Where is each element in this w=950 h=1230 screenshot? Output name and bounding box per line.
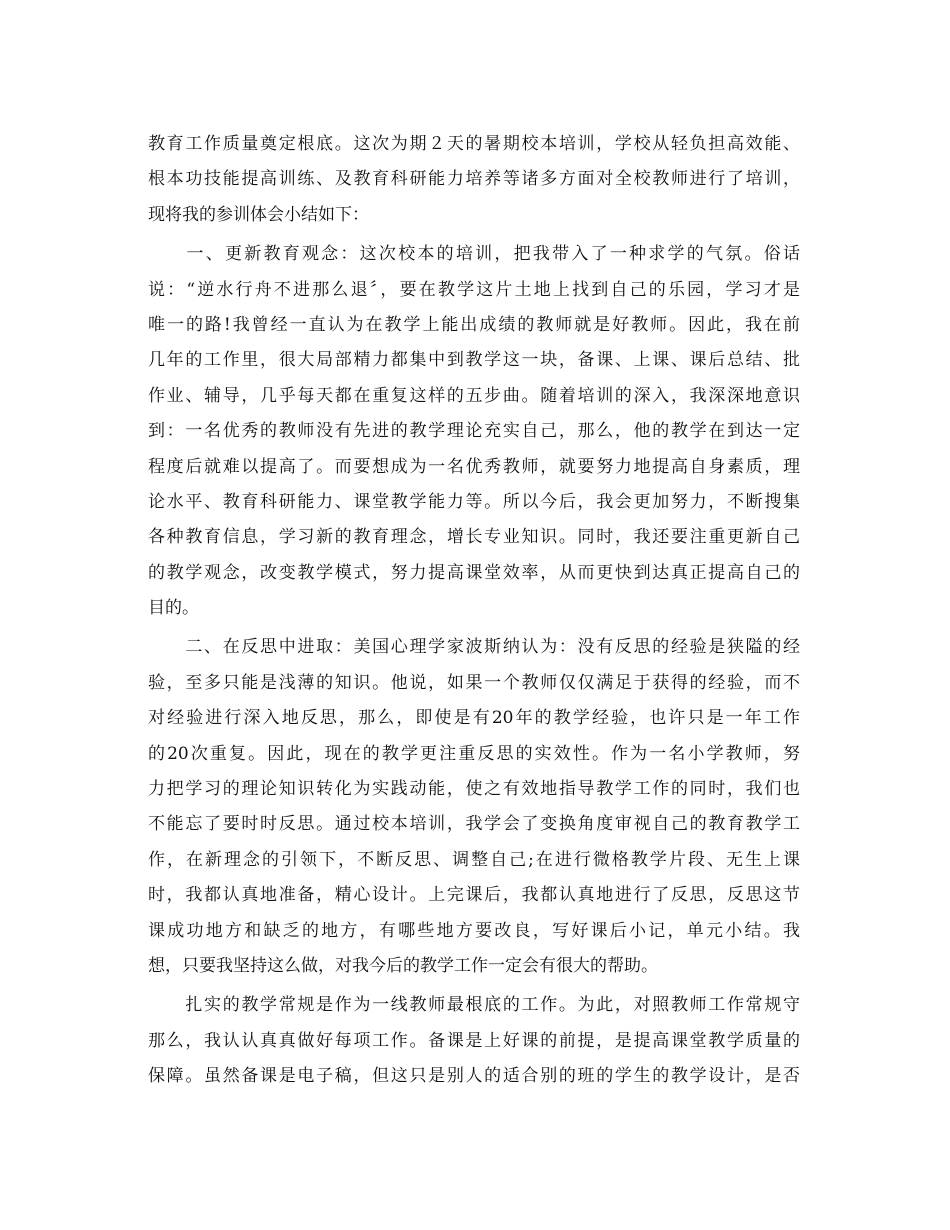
text-line: 不能忘了要时时反思。通过校本培训，我学会了变换角度审视自己的教育教学工 bbox=[148, 814, 800, 835]
text-line: 唯一的路!我曾经一直认为在教学上能出成绩的教师就是好教师。因此，我在前 bbox=[148, 314, 800, 335]
text-line: 对经验进行深入地反思，那么，即使是有20年的教学经验，也许只是一年工作 bbox=[148, 708, 800, 729]
text-line: 力把学习的理论知识转化为实践动能，使之有效地指导教学工作的同时，我们也 bbox=[148, 779, 800, 800]
text-line: 那么，我认认真真做好每项工作。备课是上好课的前提，是提高课堂教学质量的 bbox=[148, 1030, 800, 1051]
text-line: 的教学观念，改变教学模式，努力提高课堂效率，从而更快到达真正提高自己的 bbox=[148, 562, 800, 583]
text-line: 时，我都认真地准备，精心设计。上完课后，我都认真地进行了反思，反思这节 bbox=[148, 885, 800, 906]
text-line: 扎实的教学常规是作为一线教师最根底的工作。为此，对照教师工作常规守 bbox=[148, 995, 800, 1016]
paragraph-intro bbox=[148, 127, 800, 233]
text-line: 各种教育信息，学习新的教育理念，增长专业知识。同时，我还要注重更新自己 bbox=[148, 527, 800, 548]
text-line: 说：“逆水行舟不进那么退〞，要在教学这片土地上找到自己的乐园，学习才是 bbox=[148, 279, 800, 300]
text-line: 根本功技能提高训练、及教育科研能力培养等诸多方面对全校教师进行了培训， bbox=[148, 169, 800, 190]
text-line: 的20次重复。因此，现在的教学更注重反思的实效性。作为一名小学教师，努 bbox=[148, 743, 800, 764]
text-line: 二、在反思中进取：美国心理学家波斯纳认为：没有反思的经验是狭隘的经 bbox=[148, 637, 800, 658]
paragraph-reflection bbox=[148, 630, 800, 984]
document-body bbox=[148, 127, 800, 1095]
text-line: 保障。虽然备课是电子稿，但这只是别人的适合别的班的学生的教学设计，是否 bbox=[148, 1066, 800, 1087]
text-line: 目的。 bbox=[148, 598, 199, 619]
paragraph-update-concepts bbox=[148, 237, 800, 626]
text-line: 论水平、教育科研能力、课堂教学能力等。所以今后，我会更加努力，不断搜集 bbox=[148, 491, 800, 512]
text-line: 教育工作质量奠定根底。这次为期２天的暑期校本培训，学校从轻负担高效能、 bbox=[148, 134, 800, 154]
text-line: 作业、辅导，几乎每天都在重复这样的五步曲。随着培训的深入，我深深地意识 bbox=[148, 385, 800, 406]
text-line: 一、更新教育观念：这次校本的培训，把我带入了一种求学的气氛。俗话 bbox=[148, 244, 800, 265]
text-line: 想，只要我坚持这么做，对我今后的教学工作一定会有很大的帮助。 bbox=[148, 955, 658, 976]
text-line: 几年的工作里，很大局部精力都集中到教学这一块，备课、上课、课后总结、批 bbox=[148, 350, 800, 371]
paragraph-teaching-routine bbox=[148, 988, 800, 1094]
text-line: 课成功地方和缺乏的地方，有哪些地方要改良，写好课后小记，单元小结。我 bbox=[148, 920, 800, 941]
text-line: 作，在新理念的引领下，不断反思、调整自己;在进行微格教学片段、无生上课 bbox=[148, 849, 800, 870]
text-line: 验，至多只能是浅薄的知识。他说，如果一个教师仅仅满足于获得的经验，而不 bbox=[148, 672, 800, 693]
text-line: 现将我的参训体会小结如下： bbox=[148, 204, 369, 225]
text-line: 程度后就难以提高了。而要想成为一名优秀教师，就要努力地提高自身素质，理 bbox=[148, 456, 800, 477]
text-line: 到：一名优秀的教师没有先进的教学理论充实自己，那么，他的教学在到达一定 bbox=[148, 421, 800, 442]
